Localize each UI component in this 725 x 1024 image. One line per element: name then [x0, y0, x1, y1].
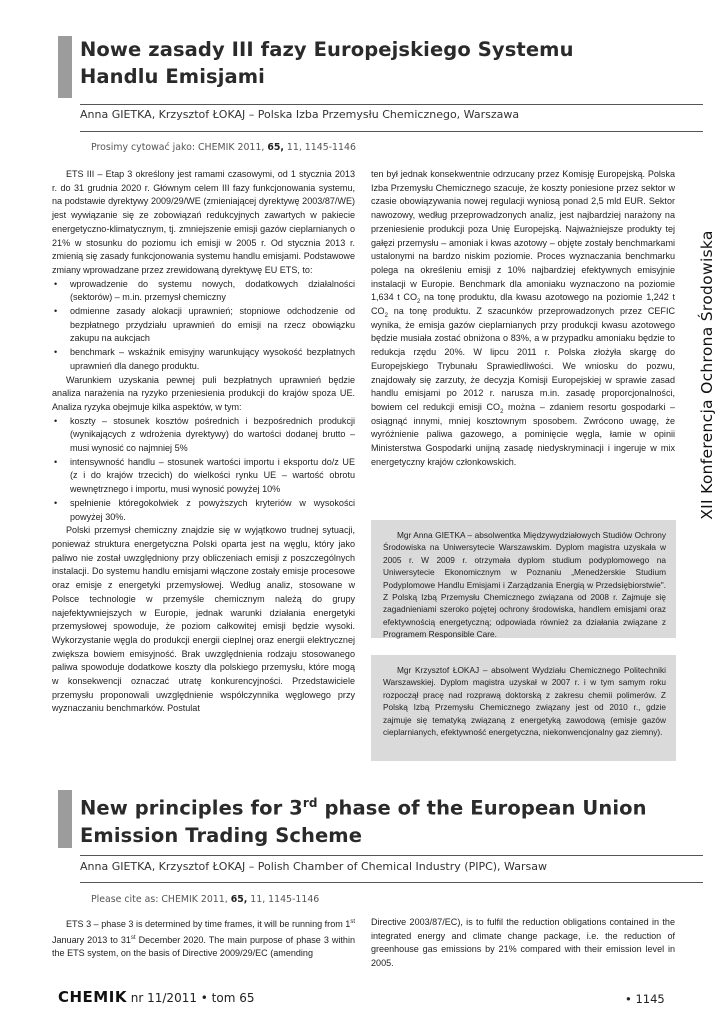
body-column-right-en: [371, 916, 675, 971]
page-number: • 1145: [625, 992, 665, 1006]
citation-pl: Prosimy cytować jako: CHEMIK 2011, 65, 11, 1145-1146: [91, 142, 356, 153]
paragraph: Warunkiem uzyskania pewnej puli bezpłatnych uprawnień będzie analiza narażenia na ryzyko przeniesienia produkcji do krajów spoza UE. Analiza ryzyka obejmuje kilka aspektów, w tym:: [52, 374, 355, 412]
list-item: • spełnienie któregokolwiek z powyższych kryteriów w wysokości powyżej 30%.: [52, 497, 355, 524]
title-pl-line2: Handlu Emisjami: [80, 65, 265, 88]
paragraph: Polski przemysł chemiczny znajdzie się w wyjątkowo trudnej sytuacji, ponieważ struktura energetyczna Polski oparta jest na węglu, który jako paliwo nie został uwzględniony przy obliczeniach emisji z poszczególnych instalacji. Do systemu handlu emisjami włączone zostały emisje procesowe oraz emisje z energetyki przemysłowej. Według analiz, stosowane w Polsce technologie w przemyśle chemicznym należą do grupy najefektywniejszych w Europie, jednak warunki działania energetyki przemysłowej spowoduje, że poziom całkowitej emisji będzie wysoki. Wykorzystanie węgla do produkcji energii cieplnej oraz energii elektrycznej zwiększa bowiem emisyjność. Brak uwzględnienia rodzaju stosowanego paliwa spowoduje dodatkowe koszty dla polskiego przemysłu, które mogą w konsekwencji oznaczać utratę konkurencyjności. Przedstawiciele przemysłu proponowali uwzględnienie współczynnika węglowego przy wyznaczaniu benchmarków. Postulat: [52, 525, 355, 714]
list-item: • odmienne zasady alokacji uprawnień; stopniowe odchodzenie od bezpłatnego przydziału uprawnień do emisji na rzecz obowiązku zakupu na aukcjach: [52, 305, 355, 346]
divider: [80, 131, 703, 132]
body-column-left-en: [52, 916, 355, 961]
bio-text: Mgr Krzysztof ŁOKAJ – absolwent Wydziału Chemicznego Politechniki Warszawskiej. Dyplom magistra uzyskał w 2007 r. i w tym samym roku rozpoczął pracę nad rozprawą doktorską z zakresu chemii polimerów. Z Polską Izbą Przemysłu Chemicznego związany jest od 2010 r., gdzie zajmuje się tematyką związaną z energetyką zawodową (emisje gazów cieplarnianych, efektywność energetyczna, niekonwencjonalny gaz ziemny).: [383, 665, 666, 738]
body-column-left-pl: [52, 168, 355, 716]
article-title-en: [80, 790, 647, 849]
list-item: • benchmark – wskaźnik emisyjny warunkujący wysokość bezpłatnych uprawnień dla danego produktu.: [52, 346, 355, 373]
list-item: • koszty – stosunek kosztów pośrednich i bezpośrednich produkcji (wynikających z wdrożenia dyrektywy) do wartości dodanej brutto – musi wynosić co najmniej 5%: [52, 415, 355, 456]
paragraph: ETS 3 – phase 3 is determined by time frames, it will be running from 1st January 2013 to 31st December 2020. The main purpose of phase 3 within the ETS system, on the basis of Directive 2009/29/EC (amending: [52, 919, 355, 959]
title-accent-bar: [58, 36, 72, 98]
authors-en: Anna GIETKA, Krzysztof ŁOKAJ – Polish Chamber of Chemical Industry (PIPC), Warsaw: [80, 860, 547, 873]
title-en-line1: New principles for 3rd phase of the European Union: [80, 796, 647, 820]
title-accent-bar: [58, 790, 72, 848]
citation-en: Please cite as: CHEMIK 2011, 65, 11, 1145-1146: [91, 894, 320, 905]
journal-brand: CHEMIK: [58, 988, 127, 1006]
footer-journal: [58, 988, 255, 1006]
paragraph: ten był jednak konsekwentnie odrzucany przez Komisję Europejską. Polska Izba Przemysłu Chemicznego szacuje, że koszty poniesione przez sektor w czasie obowiązywania nowej regulacji wyniosą ponad 2,5 mld EUR. Sektor nawozowy, według przeprowadzonych analiz, jest najbardziej narażony na przeniesienie produkcji poza Unię Europejską. Najważniejsze produkty tej gałęzi przemysłu – amoniak i kwas azotowy – objęte zostały benchmarkami ustalonymi na bardzo niskim poziomie. Proces wyznaczania benchmarku polega na określeniu emisji z 10% najbardziej efektywnych emisyjnie instalacji w Europie. Benchmark dla amoniaku wyznaczono na poziomie 1,634 t $CO_2$ na tonę produktu, dla kwasu azotowego na poziomie 1,242 t $CO_2$ na tonę produktu. Z szacunków przeprowadzonych przez CEFIC wynika, że emisja gazów cieplarnianych przy produkcji kwasu azotowego będzie musiała zostać obniżona o 83%, a w przypadku amoniaku będzie to redukcja rzędu 20%. W lipcu 2011 r. Polska złożyła skargę do Europejskiego Trybunału Sprawiedliwości. We wniosku do pozwu, znajdowały się zarzuty, że decyzja Komisji Europejskiej w sprawie zasad handlu emisjami po 2012 r. narusza m.in. zasadę proporcjonalności, bowiem cel redukcji emisji $CO_2$ można – zdaniem resortu gospodarki – osiągnąć innymi, mniej kosztownym sposobem. Zwrócono uwagę, że wyróżnienie paliwa gazowego, a pominięcie węgla, łamie w opinii Ministerstwa Gospodarki unijną zasadę niedyskryminacji i ingeruje w mix energetyczny krajów członkowskich.: [371, 169, 675, 467]
bio-text: Mgr Anna GIETKA – absolwentka Międzywydziałowych Studiów Ochrony Środowiska na Uniwersytecie Warszawskim. Dyplom magistra uzyskała w 2005 r. W 2009 r. otrzymała dyplom studium podyplomowego na Uniwersytecie Ekonomicznym w Poznaniu „Menedżerskie Studium Podyplomowe Handlu Emisjami i Zarządzania Energią w Przedsiębiorstwie". Z Polską Izbą Przemysłu Chemicznego związana od 2008 r. Zajmuje się zagadnieniami szeroko pojętej ochrony środowiska, handlem emisjami oraz efektywnością energetyczną; odpowiada również za działania związane z Programem Responsible Care.: [383, 530, 666, 640]
divider: [80, 104, 703, 105]
author-bio-gietka: [371, 520, 676, 638]
title-en-line2: Emission Trading Scheme: [80, 823, 363, 847]
paragraph: Directive 2003/87/EC), is to fulfil the reduction obligations contained in the integrated energy and climate change package, i.e. the reduction of greenhouse gas emissions by 21% compared with their emission level in 2005.: [371, 917, 675, 969]
body-column-right-pl: [371, 168, 675, 469]
side-title-text: XII Konferencja Ochrona Środowiska: [698, 230, 716, 520]
paragraph: ETS III – Etap 3 określony jest ramami czasowymi, od 1 stycznia 2013 r. do 31 grudnia 2020 r. Głównym celem III fazy funkcjonowania systemu, na podstawie dyrektywy 2009/29/WE (zmieniającej dyrektywę 2003/87/WE) jest wywiązanie się ze zobowiązań redukcyjnych zawartych w pakiecie energetyczno-klimatycznym, tj. zmniejszenie emisji gazów cieplarnianych o 21% w stosunku do poziomu ich emisji w 2005 r. Od stycznia 2013 r. zmienią się zasady funkcjonowania systemu handlu emisjami. Podstawowe zmiany wprowadzane przez zrewidowaną dyrektywę EU ETS, to:: [52, 169, 355, 275]
article-title-pl: [80, 36, 574, 90]
authors-pl: Anna GIETKA, Krzysztof ŁOKAJ – Polska Izba Przemysłu Chemicznego, Warszawa: [80, 108, 520, 121]
conference-side-title: [697, 30, 717, 720]
bullet-list: [52, 278, 355, 374]
divider: [80, 882, 703, 883]
bullet-list: [52, 415, 355, 525]
divider: [80, 855, 703, 856]
author-bio-lokaj: [371, 655, 676, 761]
issue-info: nr 11/2011 • tom 65: [126, 991, 255, 1005]
list-item: • intensywność handlu – stosunek wartości importu i eksportu do/z UE (z i do krajów trzecich) do wielkości rynku UE – wartość obrotu wewnętrznego i importu, musi wynosić powyżej 10%: [52, 456, 355, 497]
list-item: • wprowadzenie do systemu nowych, dodatkowych działalności (sektorów) – m.in. przemysł chemiczny: [52, 278, 355, 305]
title-pl-line1: Nowe zasady III fazy Europejskiego Systemu: [80, 38, 574, 61]
